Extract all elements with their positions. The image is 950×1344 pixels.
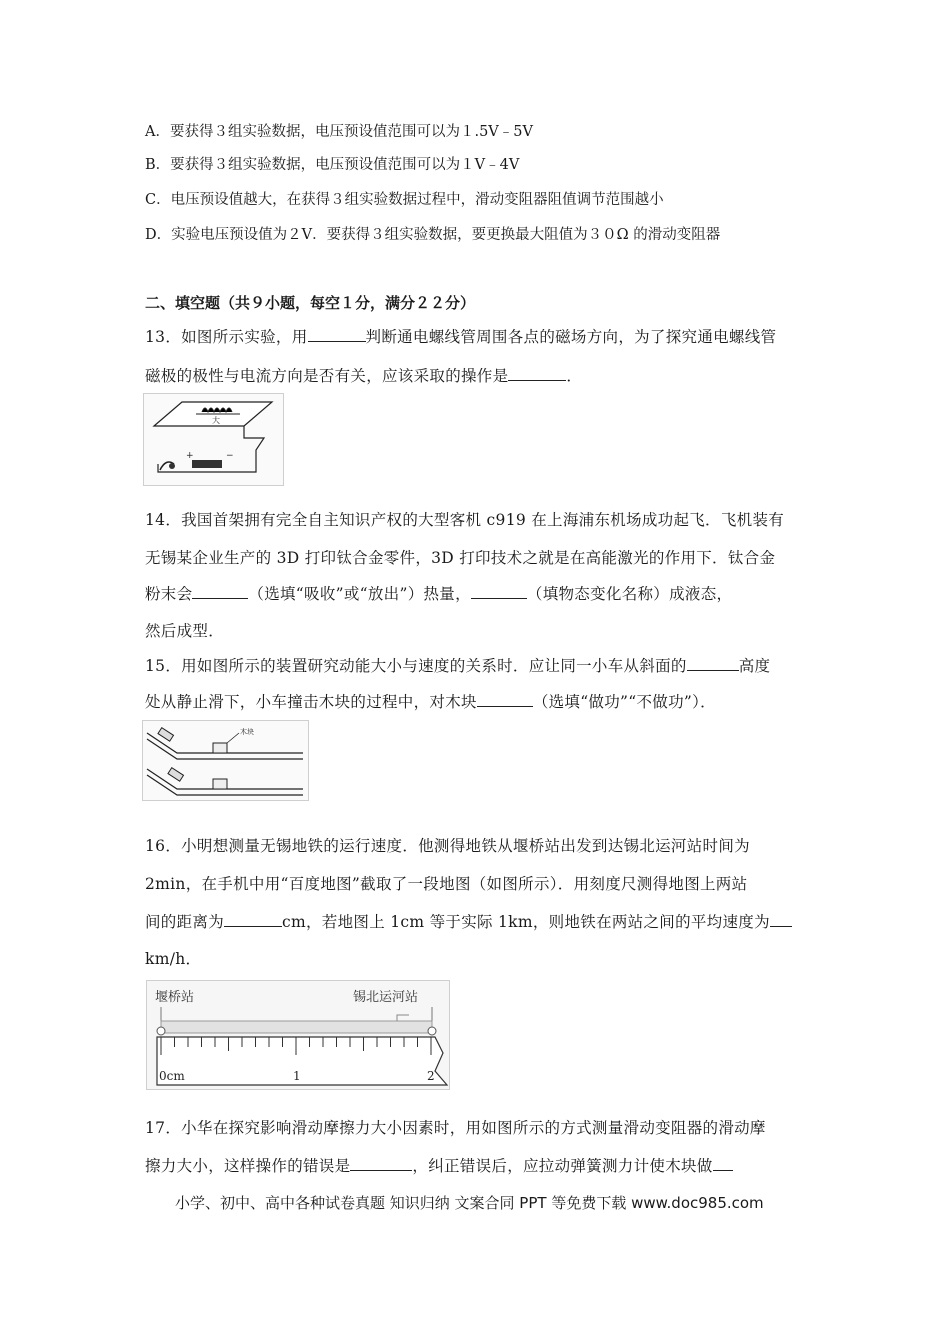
station-right-label: 锡北运河站 <box>353 990 419 1005</box>
q14-text: （填物态变化名称）成液态， <box>526 585 733 603</box>
q15-line1 <box>145 654 770 676</box>
tick-label-0: 0cm <box>159 1069 185 1083</box>
block-label: 木块 <box>240 728 254 736</box>
q16-blank-2 <box>770 910 792 927</box>
q13-blank-2 <box>508 364 566 381</box>
q13-text: 磁极的极性与电流方向是否有关，应该采取的操作是 <box>145 367 509 385</box>
svg-text:大: 大 <box>212 416 220 425</box>
tick-label-2: 2 <box>427 1069 435 1083</box>
ramp-diagram <box>143 721 308 800</box>
q16-line2: 2min，在手机中用“百度地图”截取了一段地图（如图所示）．用刻度尺测得地图上两站 <box>145 875 748 893</box>
q14-blank-2 <box>471 582 527 599</box>
station-left-label: 堰桥站 <box>155 990 195 1005</box>
q13-text: 判断通电螺线管周围各点的磁场方向，为了探究通电螺线管 <box>365 328 777 346</box>
option-b: B．要获得３组实验数据，电压预设值范围可以为１V﹣4V <box>145 157 520 173</box>
q16-text: 间的距离为 <box>145 913 225 931</box>
q16-text: cm，若地图上 1cm 等于实际 1km，则地铁在两站之间的平均速度为 <box>282 913 770 931</box>
q14-line3 <box>145 582 732 604</box>
option-d: D．实验电压预设值为２V．要获得３组实验数据，要更换最大阻值为３０Ω 的滑动变阻器 <box>145 227 721 243</box>
q16-line1: 16．小明想测量无锡地铁的运行速度．他测得地铁从堰桥站出发到达锡北运河站时间为 <box>145 837 750 855</box>
svg-text:−: − <box>226 451 234 461</box>
q17-text: 擦力大小，这样操作的错误是 <box>145 1157 351 1175</box>
q14-blank-1 <box>192 582 248 599</box>
q13-line1 <box>145 325 776 347</box>
q15-blank-1 <box>687 654 739 671</box>
q15-blank-2 <box>477 690 533 707</box>
q16-blank-1 <box>224 910 282 927</box>
q13-line2 <box>145 364 582 386</box>
map-ruler-figure <box>146 980 450 1090</box>
svg-text:+: + <box>186 451 194 461</box>
tick-label-1: 1 <box>293 1069 301 1083</box>
q13-text: ． <box>566 367 583 385</box>
q14-text: 粉末会 <box>145 585 193 603</box>
page-footer: 小学、初中、高中各种试卷真题 知识归纳 文案合同 PPT 等免费下载 www.doc985.com <box>175 1194 764 1212</box>
q17-line2 <box>145 1154 733 1176</box>
q15-text: 处从静止滑下，小车撞击木块的过程中，对木块 <box>145 693 477 711</box>
q14-line1: 14．我国首架拥有完全自主知识产权的大型客机 c919 在上海浦东机场成功起飞．飞机装有 <box>145 511 785 529</box>
q15-text: （选填“做功”“不做功”）． <box>532 693 716 711</box>
ramp-figure <box>142 720 309 801</box>
q14-line2: 无锡某企业生产的 3D 打印钛合金零件，3D 打印技术之就是在高能激光的作用下．钛合金 <box>145 549 776 567</box>
q17-line1: 17．小华在探究影响滑动摩擦力大小因素时，用如图所示的方式测量滑动变阻器的滑动摩 <box>145 1119 766 1137</box>
q15-line2 <box>145 690 716 712</box>
option-a: A．要获得３组实验数据，电压预设值范围可以为１.5V﹣5V <box>145 124 533 140</box>
q17-blank-1 <box>350 1154 412 1171</box>
q17-text: ，纠正错误后，应拉动弹簧测力计使木块做 <box>412 1157 713 1175</box>
solenoid-diagram <box>144 394 283 485</box>
q16-line4: km/h． <box>145 950 202 968</box>
q15-text: 15．用如图所示的装置研究动能大小与速度的关系时．应让同一小车从斜面的 <box>145 657 687 675</box>
section-title: 二、填空题（共９小题，每空１分，满分２２分） <box>145 294 476 312</box>
q14-line4: 然后成型． <box>145 622 225 640</box>
q16-line3 <box>145 910 792 932</box>
q15-text: 高度 <box>738 657 771 675</box>
q14-text: （选填“吸收”或“放出”）热量， <box>248 585 471 603</box>
q17-blank-2 <box>713 1154 733 1171</box>
map-ruler-diagram <box>147 981 449 1089</box>
q13-blank-1 <box>308 325 366 342</box>
q13-text: 13．如图所示实验，用 <box>145 328 308 346</box>
option-c: C．电压预设值越大，在获得３组实验数据过程中，滑动变阻器阻值调节范围越小 <box>145 192 664 208</box>
solenoid-figure <box>143 393 284 486</box>
